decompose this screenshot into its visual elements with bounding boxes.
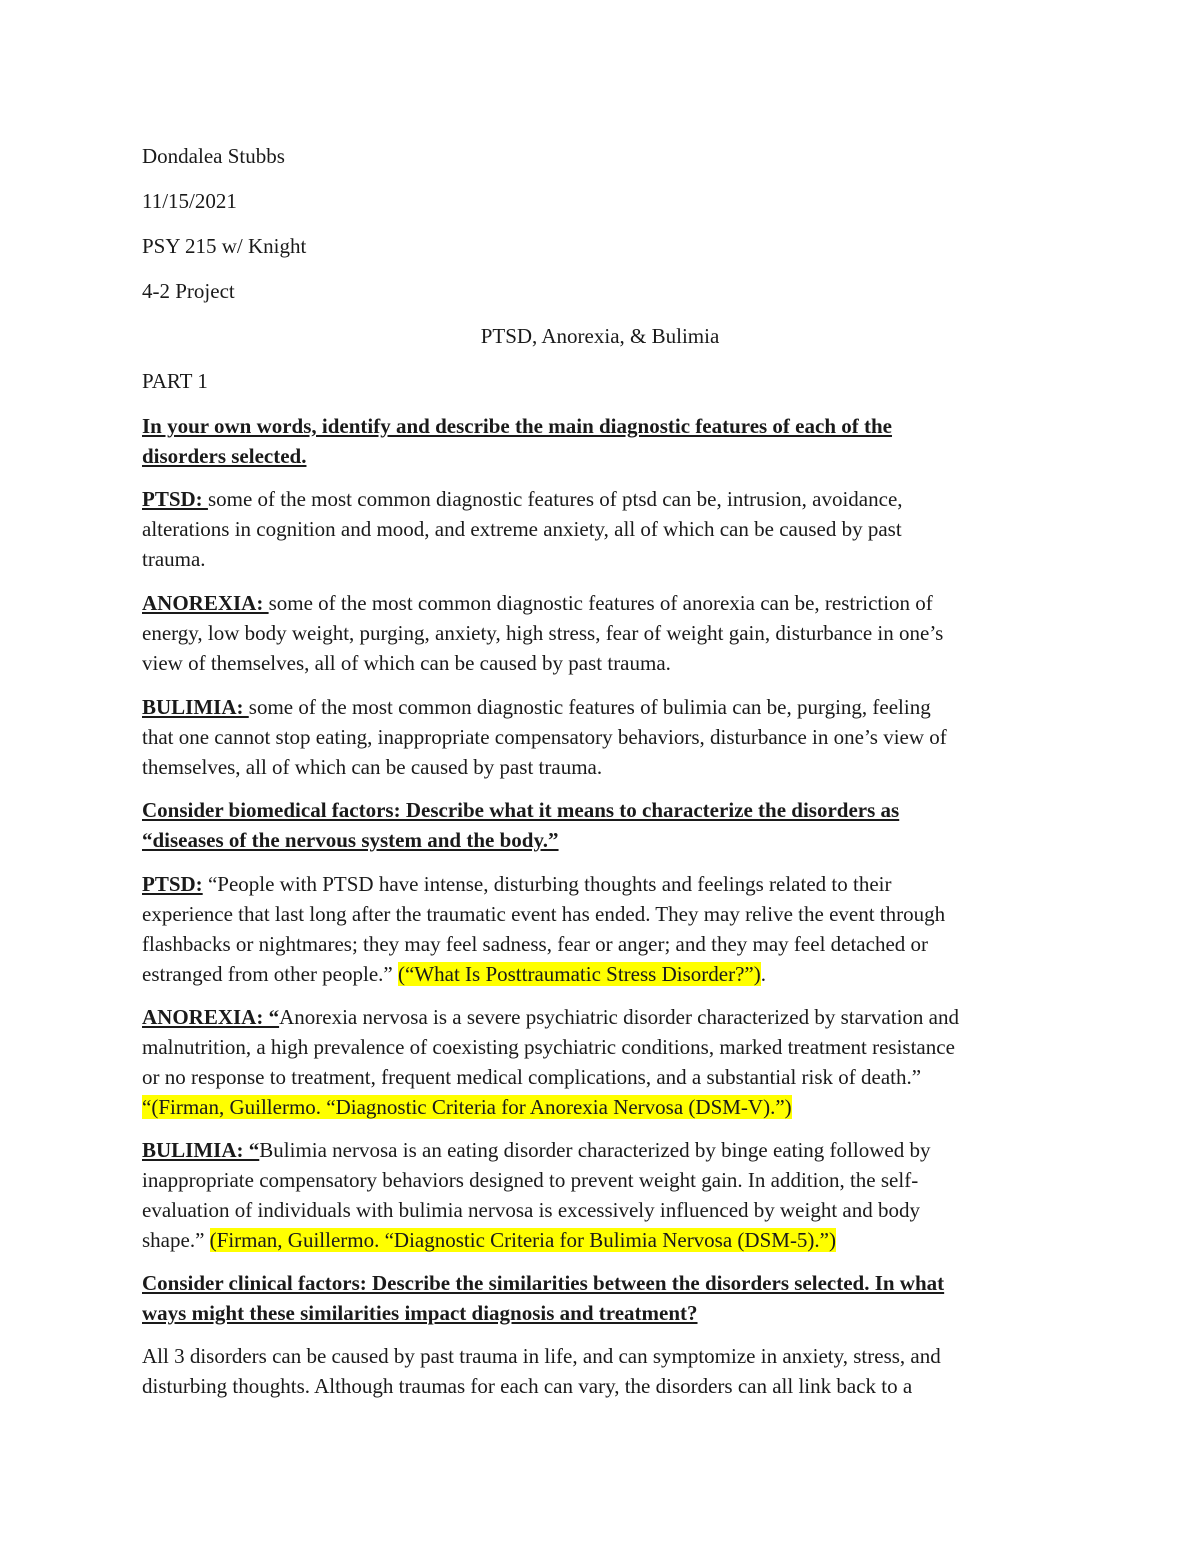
citation-highlight: (Firman, Guillermo. “Diagnostic Criteria for Bulimia Nervosa (DSM-5).”) bbox=[209, 1228, 836, 1252]
q1-bulimia-paragraph: BULIMIA: some of the most common diagnostic features of bulimia can be, purging, feeling that one cannot stop eating, inappropriate compensatory behaviors, disturbance in one’s view of themselves, all of which can be caused by past trauma. bbox=[142, 695, 947, 779]
citation-highlight: “(Firman, Guillermo. “Diagnostic Criteria for Anorexia Nervosa (DSM-V).”) bbox=[142, 1095, 792, 1119]
q2-ptsd-paragraph: PTSD: “People with PTSD have intense, disturbing thoughts and feelings related to their experience that last long after the traumatic event has ended. They may relive the event through flashbacks or nightmares; they may feel sadness, fear or anger; and they may feel detached or estranged from other people.” (“What Is Posttraumatic Stress Disorder?”). bbox=[142, 872, 946, 986]
q1-anorexia-paragraph: ANOREXIA: some of the most common diagnostic features of anorexia can be, restriction of energy, low body weight, purging, anxiety, high stress, fear of weight gain, disturbance in one’s view of themselves, all of which can be caused by past trauma. bbox=[142, 591, 944, 675]
document-date: 11/15/2021 bbox=[142, 189, 237, 213]
q1-ptsd-paragraph: PTSD: some of the most common diagnostic features of ptsd can be, intrusion, avoidance, alterations in cognition and mood, and extreme anxiety, all of which can be caused by past trauma. bbox=[142, 487, 903, 571]
anorexia-label: ANOREXIA: bbox=[142, 591, 269, 615]
student-name: Dondalea Stubbs bbox=[142, 144, 285, 168]
anorexia-label: ANOREXIA: “ bbox=[142, 1005, 280, 1029]
ptsd-label: PTSD: bbox=[142, 487, 208, 511]
question-2: Consider biomedical factors: Describe what it means to characterize the disorders as “diseases of the nervous system and the body.” bbox=[142, 798, 900, 852]
citation-highlight: (“What Is Posttraumatic Stress Disorder?”) bbox=[397, 962, 761, 986]
part-label: PART 1 bbox=[142, 369, 208, 393]
q2-bulimia-paragraph: BULIMIA: “Bulimia nervosa is an eating disorder characterized by binge eating followed by inappropriate compensatory behaviors designed to prevent weight gain. In addition, the self- evaluation of individuals with bulimia nervosa is excessively influenced by weight and body shape.” (Firman, Guillermo. “Diagnostic Criteria for Bulimia Nervosa (DSM-5).”) bbox=[142, 1138, 931, 1252]
q2-anorexia-paragraph: ANOREXIA: “Anorexia nervosa is a severe psychiatric disorder characterized by starvation and malnutrition, a high prevalence of coexisting psychiatric conditions, marked treatment resistance or no response to treatment, frequent medical complications, and a substantial risk of death.” “(Firman, Guillermo. “Diagnostic Criteria for Anorexia Nervosa (DSM-V).”) bbox=[142, 1005, 959, 1119]
question-3: Consider clinical factors: Describe the similarities between the disorders selected. In what ways might these similarities impact diagnosis and treatment? bbox=[142, 1271, 945, 1325]
course-line: PSY 215 w/ Knight bbox=[142, 234, 307, 258]
bulimia-label: BULIMIA: “ bbox=[142, 1138, 260, 1162]
project-line: 4-2 Project bbox=[142, 279, 235, 303]
ptsd-label: PTSD: bbox=[142, 872, 203, 896]
bulimia-label: BULIMIA: bbox=[142, 695, 249, 719]
document-title: PTSD, Anorexia, & Bulimia bbox=[480, 324, 720, 348]
question-1: In your own words, identify and describe the main diagnostic features of each of the disorders selected. bbox=[142, 414, 892, 468]
q3-answer-paragraph: All 3 disorders can be caused by past trauma in life, and can symptomize in anxiety, stress, and disturbing thoughts. Although traumas for each can vary, the disorders can all link back to a bbox=[142, 1344, 941, 1398]
